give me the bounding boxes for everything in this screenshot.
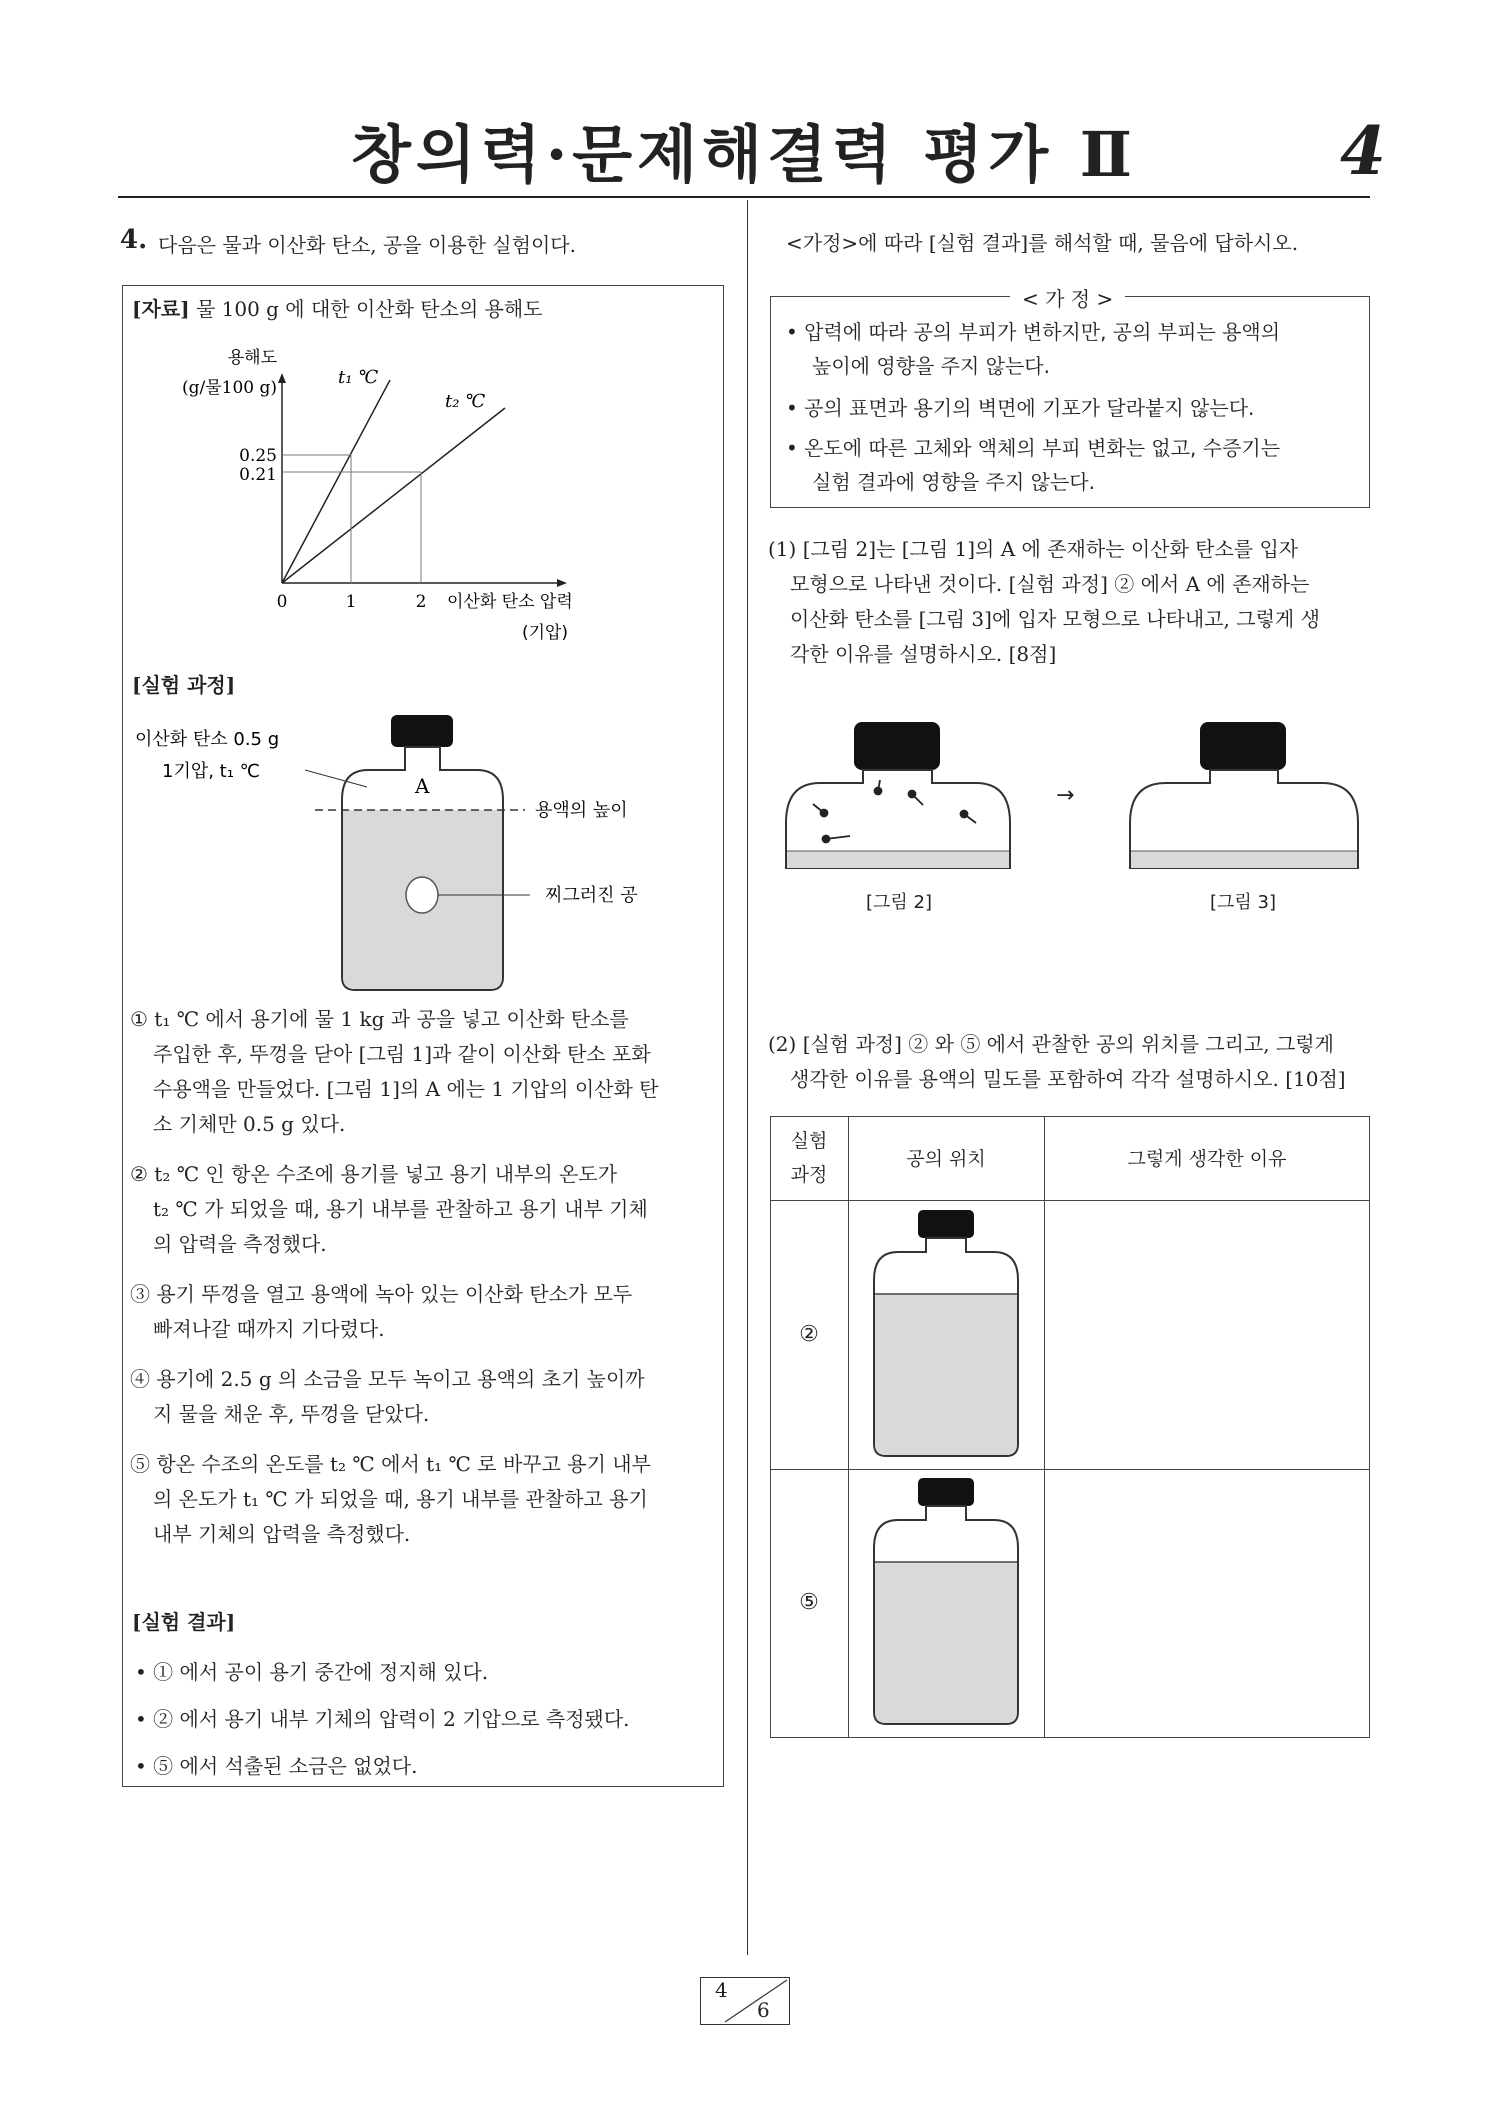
x-tick-2: 2: [415, 592, 427, 612]
header-rule: [118, 196, 1370, 198]
table-header-process-line-1: 실험: [790, 1130, 828, 1152]
y-axis-arrow: [278, 373, 286, 383]
table-header-line: [770, 1200, 1370, 1201]
fig3-cap: [1200, 722, 1286, 770]
q2-line-1: (2) [실험 과정] ② 와 ⑤ 에서 관찰한 공의 위치를 그리고, 그렇게: [768, 1032, 1334, 1056]
assumption-1-line-2: 높이에 영향을 주지 않는다.: [812, 354, 1050, 378]
table-row-label-5: ⑤: [799, 1590, 819, 1615]
step-1-line-4: 소 기체만 0.5 g 있다.: [153, 1112, 346, 1136]
crushed-ball: [406, 877, 438, 913]
result-item-1: • ① 에서 공이 용기 중간에 정지해 있다.: [135, 1660, 489, 1684]
step-1-line-1: ① t₁ ℃ 에서 용기에 물 1 kg 과 공을 넣고 이산화 탄소를: [130, 1007, 629, 1031]
step-5-line-2: 의 온도가 t₁ ℃ 가 되었을 때, 용기 내부를 관찰하고 용기: [153, 1487, 648, 1511]
assumption-title: < 가 정 >: [1010, 283, 1125, 312]
fig1-label-height: 용액의 높이: [535, 800, 628, 821]
t1-line: [282, 380, 390, 583]
assumption-3-line-2: 실험 결과에 영향을 주지 않는다.: [812, 470, 1095, 494]
y-tick-025: 0.25: [239, 446, 277, 466]
q1-line-2: 모형으로 나타낸 것이다. [실험 과정] ② 에서 A 에 존재하는: [790, 572, 1310, 596]
step-1-line-3: 수용액을 만들었다. [그림 1]의 A 에는 1 기압의 이산화 탄: [153, 1077, 659, 1101]
assumption-1-line-1: • 압력에 따라 공의 부피가 변하지만, 공의 부피는 용액의: [786, 320, 1281, 344]
results-heading: [실험 결과]: [132, 1610, 236, 1634]
result-item-3: • ⑤ 에서 석출된 소금은 없었다.: [135, 1754, 418, 1778]
table-header-reason: 그렇게 생각한 이유: [1127, 1148, 1287, 1170]
step-2-line-1: ② t₂ ℃ 인 항온 수조에 용기를 넣고 용기 내부의 온도가: [130, 1162, 618, 1186]
table-header-process-line-2: 과정: [790, 1164, 828, 1186]
q1-line-1: (1) [그림 2]는 [그림 1]의 A 에 존재하는 이산화 탄소를 입자: [768, 537, 1299, 561]
figure-3: [1118, 718, 1363, 873]
step-2-line-3: 의 압력을 측정했다.: [153, 1232, 327, 1256]
column-separator: [747, 200, 748, 1955]
x-tick-0: 0: [276, 592, 288, 612]
step-5-line-3: 내부 기체의 압력을 측정했다.: [153, 1522, 411, 1546]
fig1-label-condition: 1기압, t₁ ℃: [162, 761, 260, 782]
t2-label: t₂ ℃: [445, 391, 486, 412]
step-5-line-1: ⑤ 항온 수조의 온도를 t₂ ℃ 에서 t₁ ℃ 로 바꾸고 용기 내부: [130, 1452, 651, 1476]
x-axis-arrow: [557, 579, 567, 587]
fig3-caption: [그림 3]: [1210, 892, 1276, 913]
total-pages: 6: [757, 1998, 770, 2022]
q1-line-4: 각한 이유를 설명하시오. [8점]: [790, 642, 1057, 666]
y-axis-label: 용해도: [227, 348, 277, 368]
t2-line: [282, 408, 505, 583]
answer-bottle-2: [868, 1206, 1028, 1464]
q2-line-2: 생각한 이유를 용액의 밀도를 포함하여 각각 설명하시오. [10점]: [790, 1067, 1346, 1091]
page-title: 창의력·문제해결력 평가 Ⅱ: [351, 118, 1137, 191]
answer-bottle-5: [868, 1474, 1028, 1732]
current-page: 4: [715, 1978, 728, 2002]
solubility-graph: [125, 335, 625, 655]
fig2-solution: [787, 851, 1009, 868]
material-heading: [132, 292, 543, 326]
answer-bottle-2-cap: [918, 1210, 974, 1238]
step-2-line-2: t₂ ℃ 가 되었을 때, 용기 내부를 관찰하고 용기 내부 기체: [153, 1197, 648, 1221]
x-axis-label: 이산화 탄소 압력: [447, 592, 573, 612]
transition-arrow: →: [1056, 783, 1075, 808]
fig3-solution: [1131, 851, 1357, 868]
fig2-cap: [854, 722, 940, 770]
y-tick-021: 0.21: [239, 465, 277, 485]
step-3-line-1: ③ 용기 뚜껑을 열고 용액에 녹아 있는 이산화 탄소가 모두: [130, 1282, 633, 1306]
table-col-line-1: [848, 1116, 849, 1738]
table-header-process: [770, 1124, 848, 1192]
material-text: 물 100 g 에 대한 이산화 탄소의 용해도: [195, 297, 543, 321]
table-col-line-2: [1044, 1116, 1045, 1738]
answer-bottle-5-solution: [875, 1562, 1017, 1723]
instruction-text: <가정>에 따라 [실험 결과]를 해석할 때, 물음에 답하시오.: [786, 231, 1299, 255]
material-label: [자료]: [132, 297, 190, 321]
table-row-line: [770, 1469, 1370, 1470]
result-item-2: • ② 에서 용기 내부 기체의 압력이 2 기압으로 측정됐다.: [135, 1707, 630, 1731]
figure-2: [780, 718, 1020, 873]
x-tick-1: 1: [345, 592, 357, 612]
question-number: 4.: [120, 225, 148, 255]
table-row-label-2: ②: [799, 1322, 819, 1347]
y-axis-unit: (g/물100 g): [181, 378, 277, 398]
header-page-number: 4: [1340, 112, 1386, 190]
table-header-position: 공의 위치: [906, 1148, 986, 1170]
answer-bottle-2-solution: [875, 1294, 1017, 1455]
fig2-caption: [그림 2]: [866, 892, 932, 913]
fig1-label-ball: 찌그러진 공: [545, 885, 638, 906]
answer-bottle-5-cap: [918, 1478, 974, 1506]
assumption-2: • 공의 표면과 용기의 벽면에 기포가 달라붙지 않는다.: [786, 396, 1255, 420]
step-1-line-2: 주입한 후, 뚜껑을 닫아 [그림 1]과 같이 이산화 탄소 포화: [153, 1042, 651, 1066]
question-text: 다음은 물과 이산화 탄소, 공을 이용한 실험이다.: [158, 233, 576, 257]
bottle-cap: [391, 715, 453, 747]
page-indicator: [700, 1977, 790, 2025]
step-4-line-2: 지 물을 채운 후, 뚜껑을 닫았다.: [153, 1402, 430, 1426]
step-4-line-1: ④ 용기에 2.5 g 의 소금을 모두 녹이고 용액의 초기 높이까: [130, 1367, 645, 1391]
t1-label: t₁ ℃: [338, 367, 379, 388]
q1-line-3: 이산화 탄소를 [그림 3]에 입자 모형으로 나타내고, 그렇게 생: [790, 607, 1320, 631]
assumption-3-line-1: • 온도에 따른 고체와 액체의 부피 변화는 없고, 수증기는: [786, 436, 1281, 460]
answer-table: [770, 1116, 1370, 1738]
x-axis-unit: (기압): [521, 623, 569, 643]
fig1-label-a: A: [415, 774, 430, 798]
step-3-line-2: 빠져나갈 때까지 기다렸다.: [153, 1317, 385, 1341]
process-heading: [실험 과정]: [132, 673, 236, 697]
figure-1-bottle: [125, 715, 705, 995]
fig1-label-co2: 이산화 탄소 0.5 g: [135, 729, 280, 750]
